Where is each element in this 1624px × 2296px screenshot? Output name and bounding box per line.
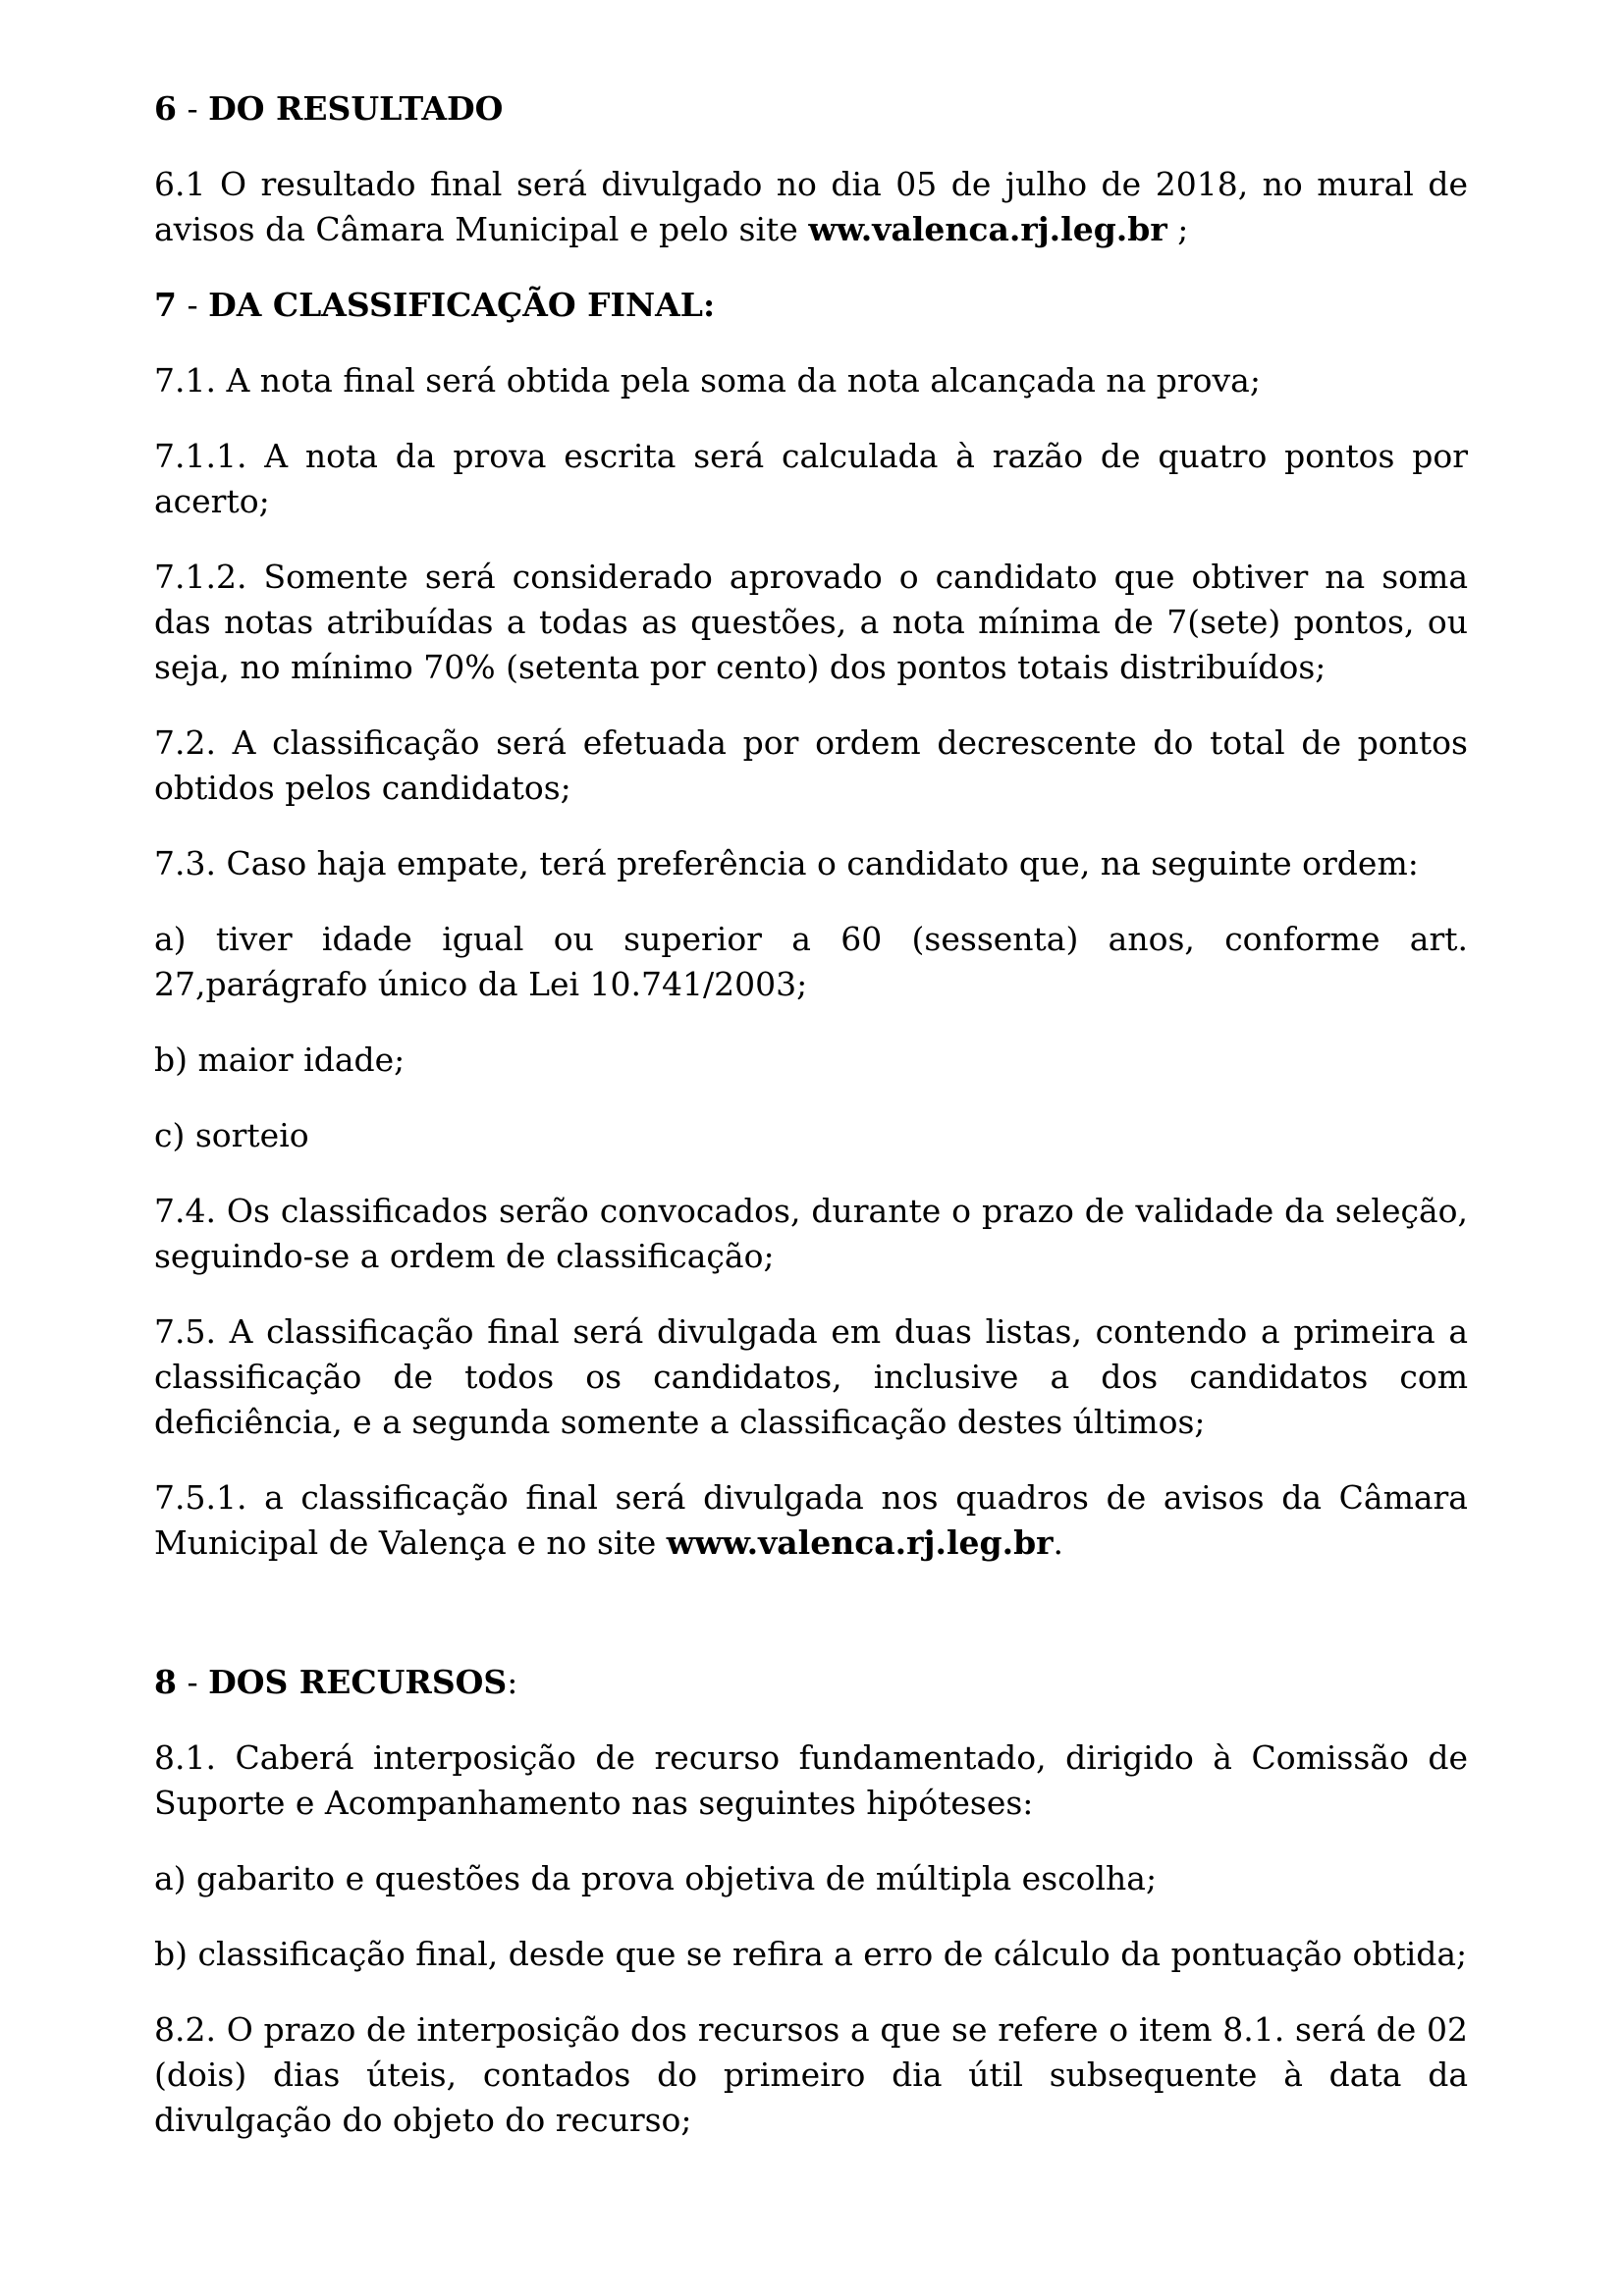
text-segment: 7.5.1. a classificação final será divulgada nos quadros de avisos da Câmara Municipal de Valença e no site [154, 1478, 1468, 1562]
text-segment: - [176, 286, 209, 324]
text-segment: c) sorteio [154, 1116, 309, 1154]
bold-text-segment: DO RESULTADO [208, 89, 504, 128]
text-segment: 7.4. Os classificados serão convocados, durante o prazo de validade da seleção, seguindo-se a ordem de classificação; [154, 1192, 1468, 1275]
text-segment: 7.3. Caso haja empate, terá preferência o candidato que, na seguinte ordem: [154, 844, 1419, 882]
bold-text-segment: DA CLASSIFICAÇÃO FINAL: [208, 286, 716, 324]
paragraph-7-5 [154, 1309, 1468, 1445]
paragraph-8-1-item-b [154, 1932, 1468, 1977]
text-segment: 7.1.1. A nota da prova escrita será calculada à razão de quatro pontos por acerto; [154, 437, 1468, 520]
section-heading-7 [154, 283, 1468, 328]
paragraph-8-1 [154, 1735, 1468, 1826]
text-segment: - [176, 89, 209, 128]
text-segment: 7.1.2. Somente será considerado aprovado o candidato que obtiver na soma das notas atribuídas a todas as questões, a nota mínima de 7(sete) pontos, ou seja, no mínimo 70% (setenta por cento) dos pontos totais distribuídos; [154, 558, 1468, 686]
bold-text-segment: www.valenca.rj.leg.br [666, 1523, 1054, 1562]
text-segment: 8.1. Caberá interposição de recurso fundamentado, dirigido à Comissão de Suporte e Acompanhamento nas seguintes hipóteses: [154, 1738, 1468, 1822]
paragraph-7-1 [154, 358, 1468, 403]
text-segment: a) gabarito e questões da prova objetiva de múltipla escolha; [154, 1859, 1158, 1897]
bold-text-segment: 7 [154, 286, 177, 324]
text-segment: - [176, 1663, 209, 1701]
bold-text-segment: DOS RECURSOS [208, 1663, 508, 1701]
text-segment: a) tiver idade igual ou superior a 60 (sessenta) anos, conforme art. 27,parágrafo único da Lei 10.741/2003; [154, 920, 1468, 1003]
text-segment: 7.5. A classificação final será divulgada em duas listas, contendo a primeira a classificação de todos os candidatos, inclusive a dos candidatos com deficiência, e a segunda somente a classificação destes últimos; [154, 1312, 1468, 1441]
section-heading-8 [154, 1660, 1468, 1705]
paragraph-7-3 [154, 841, 1468, 886]
text-segment: b) maior idade; [154, 1041, 406, 1079]
paragraph-7-2 [154, 721, 1468, 811]
text-segment: 7.1. A nota final será obtida pela soma da nota alcançada na prova; [154, 361, 1261, 400]
paragraph-7-1-1 [154, 434, 1468, 524]
bold-text-segment: 6 [154, 89, 177, 128]
text-segment: . [1053, 1523, 1064, 1562]
paragraph-7-4 [154, 1189, 1468, 1279]
section-heading-6 [154, 86, 1468, 132]
bold-text-segment: 8 [154, 1663, 177, 1701]
paragraph-7-5-1 [154, 1475, 1468, 1566]
paragraph-6-1 [154, 162, 1468, 252]
text-segment: ; [1166, 210, 1189, 248]
paragraph-8-1-item-a [154, 1856, 1468, 1901]
bold-text-segment: ww.valenca.rj.leg.br [808, 210, 1167, 248]
paragraph-7-3-item-b [154, 1038, 1468, 1083]
text-segment: 6.1 O resultado final será divulgado no dia 05 de julho de 2018, no mural de avisos da Câmara Municipal e pelo site [154, 165, 1468, 248]
text-segment: : [507, 1663, 518, 1701]
paragraph-7-3-item-c [154, 1113, 1468, 1158]
text-segment: 8.2. O prazo de interposição dos recursos a que se refere o item 8.1. será de 02 (dois) dias úteis, contados do primeiro dia útil subsequente à data da divulgação do objeto do recurso; [154, 2010, 1468, 2139]
text-segment: 7.2. A classificação será efetuada por ordem decrescente do total de pontos obtidos pelos candidatos; [154, 723, 1468, 807]
text-segment: b) classificação final, desde que se refira a erro de cálculo da pontuação obtida; [154, 1935, 1468, 1973]
paragraph-7-1-2 [154, 555, 1468, 690]
paragraph-8-2 [154, 2007, 1468, 2143]
paragraph-7-3-item-a [154, 917, 1468, 1007]
